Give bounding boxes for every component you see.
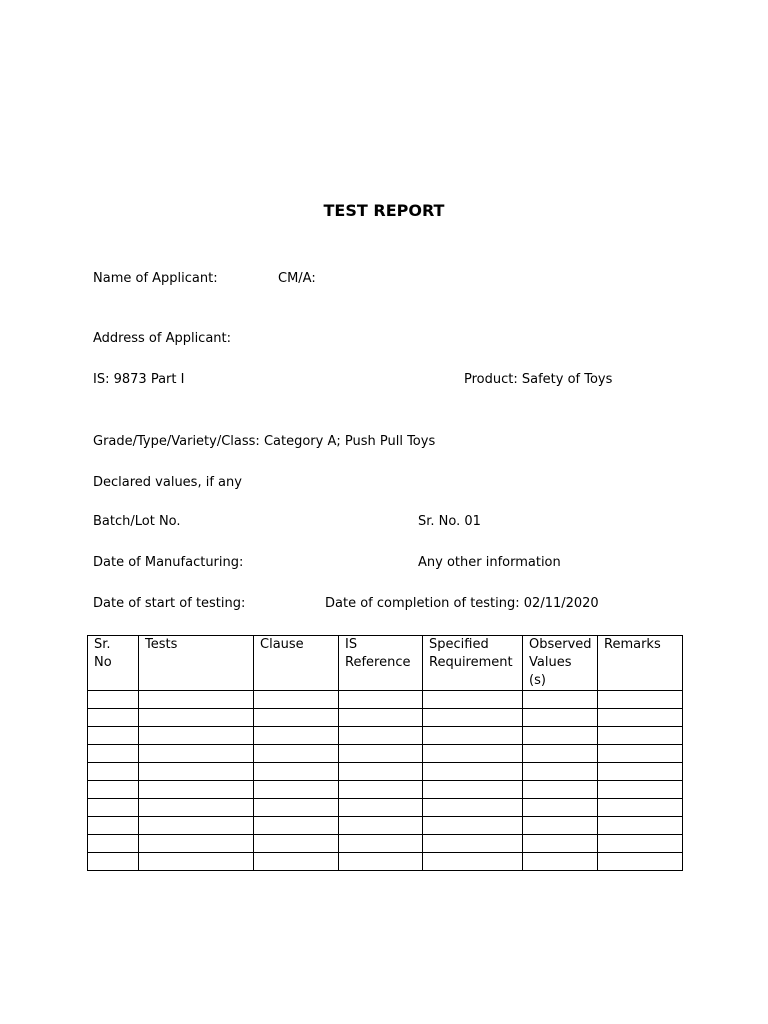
table-cell — [139, 727, 254, 745]
column-header-observed-values: Observed Values (s) — [523, 636, 598, 691]
table-cell — [139, 691, 254, 709]
table-cell — [523, 763, 598, 781]
is-standard-text: IS: 9873 Part I — [93, 372, 185, 387]
table-cell — [254, 835, 339, 853]
table-cell — [254, 781, 339, 799]
batch-lot-label: Batch/Lot No. — [93, 514, 181, 529]
table-cell — [139, 709, 254, 727]
table-cell — [88, 799, 139, 817]
table-cell — [88, 727, 139, 745]
table-cell — [339, 781, 423, 799]
table-cell — [139, 835, 254, 853]
table-cell — [88, 835, 139, 853]
document-title: TEST REPORT — [323, 201, 445, 220]
table-cell — [88, 691, 139, 709]
table-cell — [523, 799, 598, 817]
table-cell — [254, 763, 339, 781]
table-cell — [339, 691, 423, 709]
table-cell — [254, 745, 339, 763]
table-cell — [523, 781, 598, 799]
table-cell — [423, 853, 523, 871]
table-cell — [598, 691, 683, 709]
table-cell — [339, 835, 423, 853]
table-cell — [254, 691, 339, 709]
date-of-manufacturing-label: Date of Manufacturing: — [93, 555, 244, 570]
table-cell — [339, 709, 423, 727]
table-row — [88, 817, 683, 835]
table-cell — [139, 781, 254, 799]
column-header-clause: Clause — [254, 636, 339, 691]
table-cell — [88, 709, 139, 727]
table-row — [88, 853, 683, 871]
table-cell — [523, 745, 598, 763]
table-row — [88, 727, 683, 745]
table-cell — [523, 727, 598, 745]
table-cell — [339, 745, 423, 763]
column-header-is-reference: IS Reference — [339, 636, 423, 691]
sr-no-text: Sr. No. 01 — [418, 514, 481, 529]
table-cell — [254, 709, 339, 727]
table-cell — [339, 853, 423, 871]
test-results-table — [87, 635, 683, 871]
table-cell — [139, 853, 254, 871]
address-of-applicant-label: Address of Applicant: — [93, 331, 232, 346]
table-header-row — [88, 636, 683, 691]
table-cell — [88, 745, 139, 763]
table-cell — [598, 835, 683, 853]
table-cell — [598, 745, 683, 763]
table-cell — [254, 799, 339, 817]
table-cell — [423, 799, 523, 817]
table-row — [88, 745, 683, 763]
other-information-label: Any other information — [418, 555, 561, 570]
table-cell — [339, 727, 423, 745]
name-of-applicant-label: Name of Applicant: — [93, 271, 218, 286]
table-cell — [423, 745, 523, 763]
table-cell — [523, 709, 598, 727]
table-cell — [423, 817, 523, 835]
table-cell — [598, 727, 683, 745]
table-cell — [423, 727, 523, 745]
date-completion-testing-text: Date of completion of testing: 02/11/2020 — [325, 596, 599, 611]
table-cell — [139, 763, 254, 781]
table-cell — [598, 709, 683, 727]
table-row — [88, 835, 683, 853]
table-body — [88, 691, 683, 871]
table-cell — [523, 691, 598, 709]
grade-text: Grade/Type/Variety/Class: Category A; Push Pull Toys — [93, 434, 436, 449]
table-cell — [598, 781, 683, 799]
column-header-remarks: Remarks — [598, 636, 683, 691]
table-cell — [88, 781, 139, 799]
declared-values-label: Declared values, if any — [93, 475, 242, 490]
table-cell — [88, 763, 139, 781]
table-cell — [139, 745, 254, 763]
table-cell — [423, 781, 523, 799]
table-cell — [139, 799, 254, 817]
table-cell — [339, 817, 423, 835]
table-cell — [254, 853, 339, 871]
table-cell — [88, 817, 139, 835]
cma-label: CM/A: — [278, 271, 316, 286]
table-row — [88, 781, 683, 799]
column-header-sr-no: Sr. No — [88, 636, 139, 691]
table-cell — [139, 817, 254, 835]
table-row — [88, 709, 683, 727]
table-cell — [88, 853, 139, 871]
table-cell — [339, 799, 423, 817]
table-cell — [339, 763, 423, 781]
column-header-tests: Tests — [139, 636, 254, 691]
table-cell — [523, 853, 598, 871]
table-cell — [423, 835, 523, 853]
table-cell — [523, 817, 598, 835]
table-row — [88, 799, 683, 817]
table-cell — [423, 763, 523, 781]
table-row — [88, 691, 683, 709]
table-cell — [523, 835, 598, 853]
table-row — [88, 763, 683, 781]
table-cell — [598, 763, 683, 781]
column-header-specified-requirement: Specified Requirement — [423, 636, 523, 691]
product-text: Product: Safety of Toys — [464, 372, 613, 387]
table-cell — [598, 799, 683, 817]
table-cell — [598, 853, 683, 871]
date-start-testing-label: Date of start of testing: — [93, 596, 246, 611]
table-cell — [423, 691, 523, 709]
table-cell — [423, 709, 523, 727]
table-cell — [254, 817, 339, 835]
table-cell — [254, 727, 339, 745]
table-cell — [598, 817, 683, 835]
